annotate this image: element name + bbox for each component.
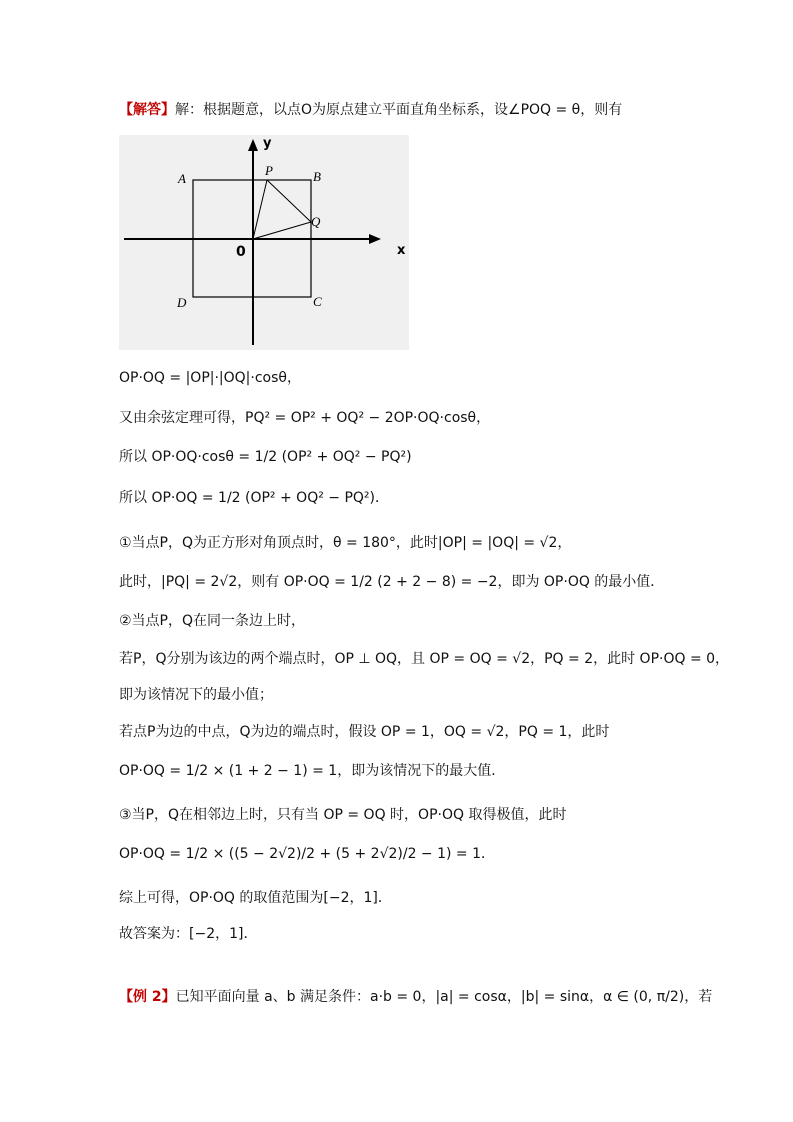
solution-line-9: 即为该情况下的最小值； (119, 687, 273, 703)
square-diagram-svg (119, 135, 409, 350)
label-p: P (265, 163, 273, 178)
label-d: D (177, 295, 187, 310)
example-text: 已知平面向量 a、b 满足条件：a·b = 0，|a| = cosα，|b| = sinα，α ∈ (0, π/2)，若 (175, 989, 713, 1005)
y-axis-arrow (248, 139, 258, 151)
solution-intro: 解：根据题意，以点O为原点建立平面直角坐标系，设∠POQ = θ，则有 (175, 102, 623, 118)
label-q: Q (311, 214, 321, 229)
label-y: y (263, 136, 272, 151)
solution-line-7: ②当点P，Q在同一条边上时， (119, 613, 306, 629)
coordinate-diagram (119, 135, 409, 350)
solution-line-12: ③当P，Q在相邻边上时，只有当 OP = OQ 时，OP·OQ 取得极值，此时 (119, 807, 567, 823)
solution-line-13: OP·OQ = 1/2 × ((5 − 2√2)/2 + (5 + 2√2)/2 − 1) = 1． (119, 846, 496, 862)
solution-line-5: ①当点P，Q为正方形对角顶点时，θ = 180°，此时|OP| = |OQ| = √2， (119, 535, 572, 551)
label-origin: 0 (236, 244, 246, 260)
label-b: B (313, 169, 321, 184)
solution-line-2: 又由余弦定理可得，PQ² = OP² + OQ² − 2OP·OQ·cosθ， (119, 410, 491, 426)
solution-line-4: 所以 OP·OQ = 1/2 (OP² + OQ² − PQ²)． (119, 490, 389, 506)
solution-line-1: OP·OQ = |OP|·|OQ|·cosθ， (119, 370, 301, 386)
solution-line-3: 所以 OP·OQ·cosθ = 1/2 (OP² + OQ² − PQ²) (119, 449, 412, 465)
label-c: C (313, 294, 322, 309)
solution-line-11: OP·OQ = 1/2 × (1 + 2 − 1) = 1，即为该情况下的最大值． (119, 763, 506, 779)
segment-op (253, 180, 267, 239)
solution-line-15: 故答案为：[−2，1]． (119, 926, 258, 942)
segment-oq (253, 222, 311, 239)
solution-line-6: 此时，|PQ| = 2√2，则有 OP·OQ = 1/2 (2 + 2 − 8) = −2，即为 OP·OQ 的最小值． (119, 574, 665, 590)
label-x: x (397, 243, 406, 258)
example-2 (119, 989, 712, 1006)
label-a: A (178, 171, 186, 186)
solution-header (119, 102, 622, 119)
example-tag: 【例 2】 (119, 989, 176, 1005)
solution-tag: 【解答】 (119, 102, 175, 118)
solution-line-8: 若P，Q分别为该边的两个端点时，OP ⊥ OQ，且 OP = OQ = √2，PQ = 2，此时 OP·OQ = 0， (119, 651, 730, 667)
x-axis-arrow (369, 234, 381, 244)
solution-line-10: 若点P为边的中点，Q为边的端点时，假设 OP = 1，OQ = √2，PQ = 1，此时 (119, 724, 610, 740)
segment-pq (267, 180, 311, 222)
solution-line-14: 综上可得，OP·OQ 的取值范围为[−2，1]． (119, 890, 392, 906)
